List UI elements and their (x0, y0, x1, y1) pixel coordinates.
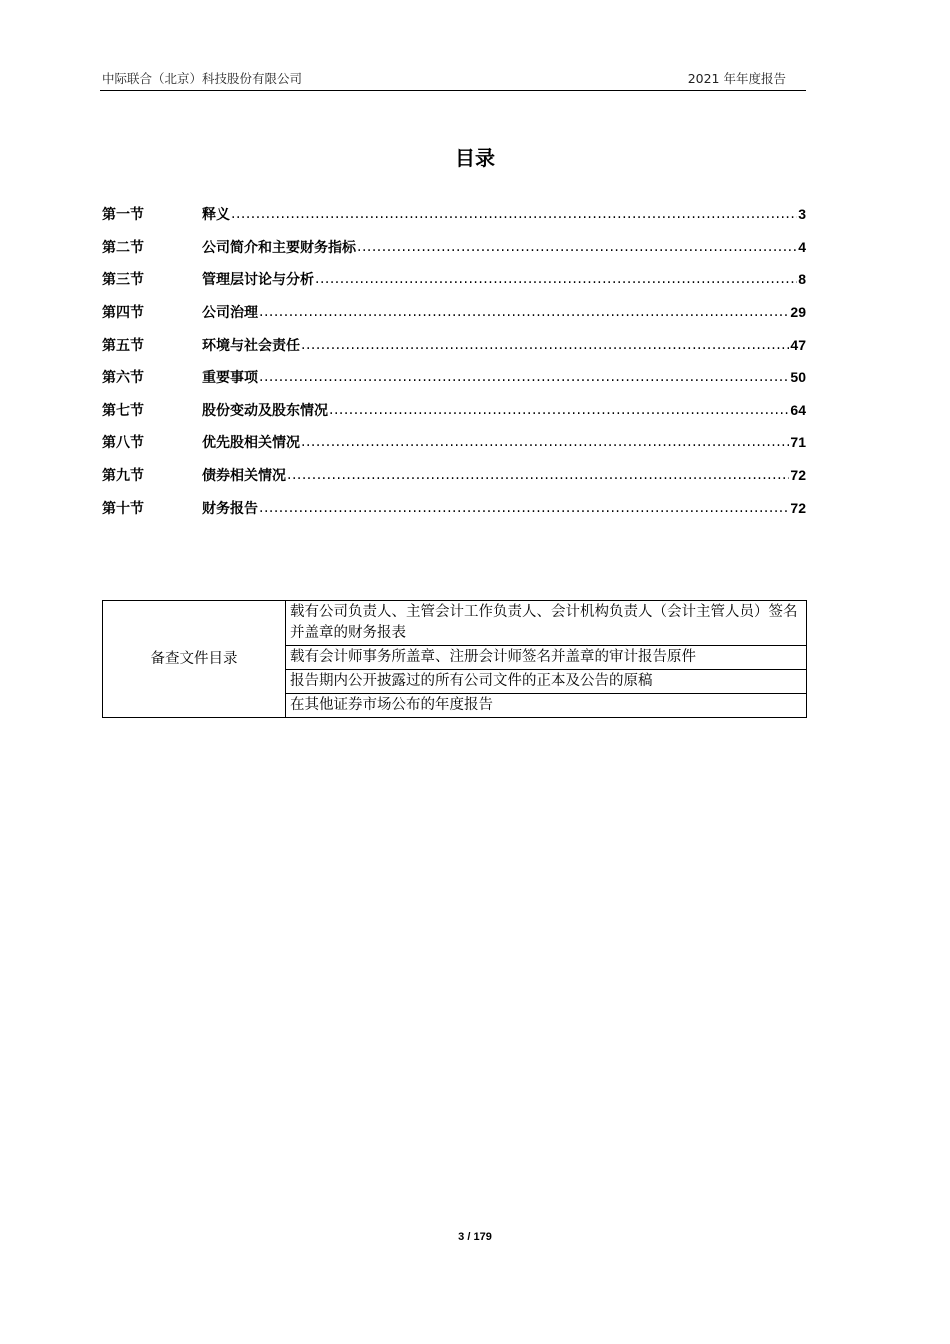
toc-section-number: 第十节 (102, 500, 144, 517)
toc-entry[interactable] (102, 459, 806, 492)
toc-entry[interactable] (102, 198, 806, 231)
toc-section-number: 第三节 (102, 272, 144, 289)
page-number-footer: 3 / 179 (458, 1231, 492, 1243)
toc-leader-dots (301, 434, 789, 450)
toc-section-name: 重要事项 (202, 370, 258, 387)
toc-page-number: 47 (790, 336, 806, 353)
toc-section-name: 债券相关情况 (202, 468, 286, 485)
toc-page-number: 71 (790, 434, 806, 451)
toc-entry[interactable] (102, 296, 806, 329)
toc-leader-dots (259, 304, 789, 320)
toc-leader-dots (259, 500, 789, 516)
reference-document-item: 报告期内公开披露过的所有公司文件的正本及公告的原稿 (286, 670, 807, 694)
toc-section-name: 优先股相关情况 (202, 435, 300, 452)
toc-section-name: 环境与社会责任 (202, 337, 300, 354)
toc-section-name: 公司简介和主要财务指标 (202, 239, 356, 256)
toc-page-number: 8 (798, 271, 806, 288)
toc-page-number: 64 (790, 401, 806, 418)
toc-section-number: 第一节 (102, 207, 144, 224)
toc-entry[interactable] (102, 491, 806, 524)
toc-section-number: 第九节 (102, 468, 144, 485)
page-header (100, 66, 806, 91)
toc-page-number: 4 (798, 238, 806, 255)
toc-leader-dots (329, 402, 789, 418)
toc-entry[interactable] (102, 426, 806, 459)
toc-section-number: 第八节 (102, 435, 144, 452)
toc-section-number: 第五节 (102, 337, 144, 354)
toc-section-number: 第六节 (102, 370, 144, 387)
toc-section-name: 公司治理 (202, 305, 258, 322)
table-of-contents (102, 198, 806, 524)
toc-page-number: 72 (790, 499, 806, 516)
toc-title: 目录 (455, 146, 495, 170)
reference-documents-label: 备查文件目录 (103, 601, 286, 718)
toc-leader-dots (315, 271, 797, 287)
toc-page-number: 50 (790, 369, 806, 386)
toc-section-name: 股份变动及股东情况 (202, 402, 328, 419)
report-title: 2021 年年度报告 (687, 71, 786, 86)
toc-leader-dots (231, 206, 797, 222)
toc-leader-dots (259, 369, 789, 385)
toc-page-number: 3 (798, 206, 806, 223)
toc-entry[interactable] (102, 394, 806, 427)
toc-page-number: 29 (790, 304, 806, 321)
toc-entry[interactable] (102, 231, 806, 264)
toc-section-name: 管理层讨论与分析 (202, 272, 314, 289)
toc-leader-dots (301, 337, 789, 353)
reference-document-item: 在其他证券市场公布的年度报告 (286, 694, 807, 718)
reference-documents-table (102, 600, 807, 718)
toc-entry[interactable] (102, 328, 806, 361)
reference-document-item: 载有公司负责人、主管会计工作负责人、会计机构负责人（会计主管人员）签名并盖章的财务报表 (286, 601, 807, 646)
toc-leader-dots (357, 239, 797, 255)
toc-section-name: 释义 (202, 207, 230, 224)
reference-document-item: 载有会计师事务所盖章、注册会计师签名并盖章的审计报告原件 (286, 646, 807, 670)
toc-page-number: 72 (790, 467, 806, 484)
table-row (103, 601, 807, 646)
toc-leader-dots (287, 467, 789, 483)
toc-entry[interactable] (102, 361, 806, 394)
toc-entry[interactable] (102, 263, 806, 296)
toc-section-number: 第七节 (102, 402, 144, 419)
toc-section-name: 财务报告 (202, 500, 258, 517)
toc-section-number: 第二节 (102, 239, 144, 256)
company-name: 中际联合（北京）科技股份有限公司 (102, 71, 303, 86)
toc-section-number: 第四节 (102, 305, 144, 322)
